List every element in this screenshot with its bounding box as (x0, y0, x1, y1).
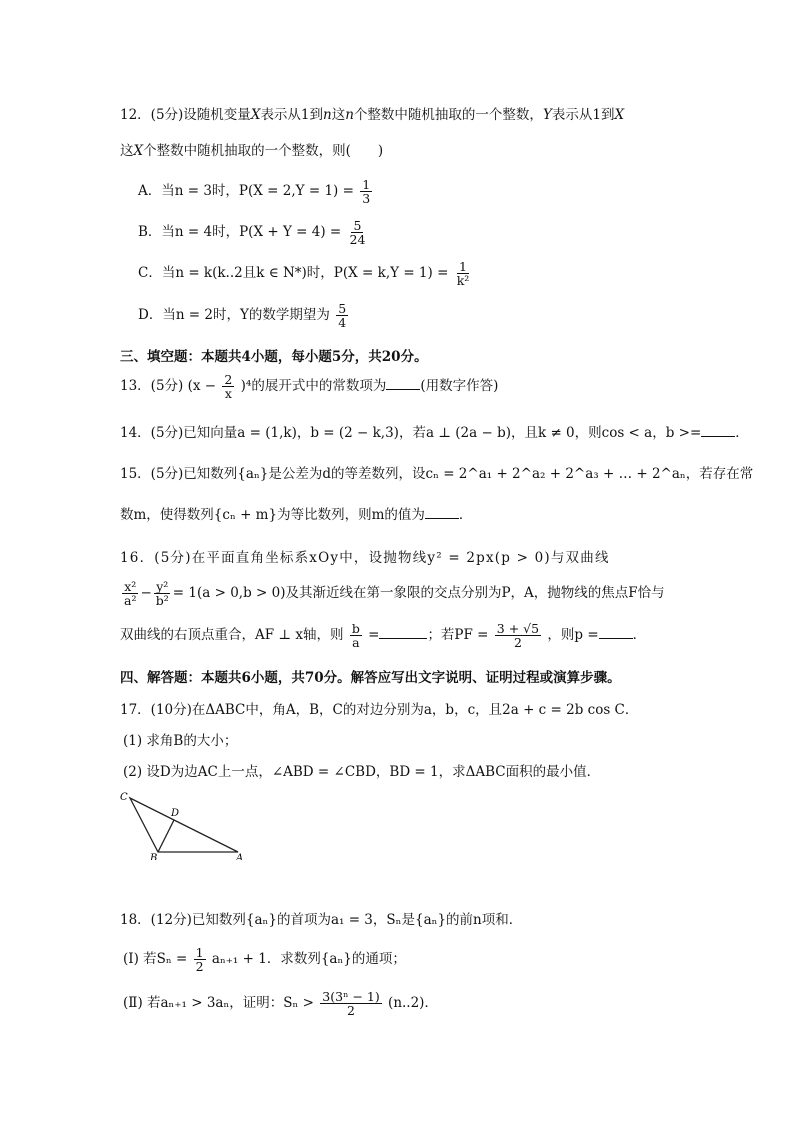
numerator: 1 (459, 259, 467, 274)
q15-end: ． (458, 507, 473, 523)
denominator: 2 (195, 959, 204, 975)
label-b: B (150, 853, 158, 860)
label-d: D (171, 808, 180, 819)
q16-text-c: ；若PF = (427, 627, 489, 644)
q18-part1-text-a: (Ⅰ) 若Sₙ = (123, 951, 188, 968)
q16-line3 (120, 622, 646, 649)
answer-blank (386, 377, 420, 390)
q12-option-c (138, 260, 473, 287)
answer-blank (701, 424, 735, 437)
q12-option-d-text: D．当n = 2时，Y的数学期望为 (138, 307, 330, 324)
q16-end: ． (632, 627, 647, 644)
q12-text-f: 这 (120, 143, 134, 159)
numerator: 1 (362, 177, 371, 192)
label-c: C (120, 792, 128, 803)
numerator: 1 (195, 945, 204, 960)
numerator: b (351, 621, 360, 636)
q12-text-d: 个整数中随机抽取的一个整数， (353, 107, 543, 123)
q12-line1: 12．(5分)设随机变量X表示从1到n这n个整数中随机抽取的一个整数，Y表示从1到X (120, 107, 625, 123)
q18-part1-text-b: aₙ₊₁ + 1．求数列{aₙ}的通项； (211, 951, 406, 968)
fraction (194, 946, 206, 973)
q16-text: = 1(a > 0,b > 0)及其渐近线在第一象限的交点分别为P，A，抛物线的焦点F恰与 (172, 585, 665, 602)
denominator: a² (124, 593, 137, 609)
answer-blank (599, 626, 633, 639)
q12-option-c-text: C．当n = k(k..2且k ∈ N*)时，P(X = k,Y = 1) = (138, 265, 449, 282)
q14-text: 14．(5分)已知向量a = (1,k)，b = (2 − k,3)，若a ⊥ (2a − b)，且k ≠ 0，则cos < a，b >= (120, 425, 702, 441)
q12-text-g: 个整数中随机抽取的一个整数，则( ) (143, 143, 384, 159)
q12-option-d (138, 302, 350, 329)
fraction (154, 580, 171, 607)
fraction (350, 622, 362, 649)
numerator: 5 (338, 301, 347, 316)
q13-text: )⁴的展开式中的常数项为 (240, 378, 387, 395)
q18-part2-text-a: (Ⅱ) 若aₙ₊₁ > 3aₙ，证明：Sₙ > (123, 995, 314, 1012)
q16-line1: 16．(5分)在平面直角坐标系xOy中，设抛物线y² = 2px(p > 0)与双曲线 (120, 550, 610, 566)
q14 (120, 421, 749, 441)
q18-part1 (123, 946, 406, 973)
q13-label: 13．(5分) (120, 378, 184, 395)
denominator: 2 (347, 1003, 355, 1019)
fraction (360, 178, 372, 205)
triangle-abc (130, 798, 238, 852)
q12-text-a: 12．(5分)设随机变量 (120, 107, 251, 123)
triangle-figure (118, 790, 258, 860)
answer-blank (379, 626, 427, 639)
label-a: A (236, 853, 244, 860)
q12-text-e: 表示从1到 (551, 107, 615, 123)
denominator: a (352, 635, 360, 651)
numerator: 2 (224, 372, 233, 387)
q13-tail: (用数字作答) (420, 378, 499, 395)
q12-text-b: 表示从1到 (260, 107, 324, 123)
q16-text-d: ，则p = (547, 627, 599, 644)
fraction (320, 990, 381, 1017)
q15-line2 (120, 503, 472, 523)
q16-line2: $\frac{\text{x²}}{\text{a²}}$ − $\frac{\text{y²}}{\text{b²}}$ = 1(a > 0,b > 0)及其渐近线在第一象限的交点分别为P，A，抛物线的焦点F恰与 (124, 579, 665, 609)
q12-option-b (138, 219, 369, 246)
fraction (348, 219, 368, 246)
q12-line2: 这X个整数中随机抽取的一个整数，则( ) (120, 143, 384, 159)
fraction (455, 260, 472, 287)
q16-text-b: = (368, 627, 380, 644)
q13 (120, 373, 498, 400)
fraction (222, 373, 234, 400)
answer-blank (425, 506, 459, 519)
q14-end: ． (735, 425, 749, 441)
segment-bd (158, 820, 174, 852)
q18-line1: 18．(12分)已知数列{aₙ}的首项为a₁ = 3，Sₙ是{aₙ}的前n项和． (120, 912, 523, 928)
denominator: b² (155, 593, 169, 609)
q12-option-a-text: A．当n = 3时，P(X = 2,Y = 1) = (138, 183, 354, 200)
denominator: 3 (362, 191, 371, 207)
numerator: 3(3ⁿ − 1) (322, 989, 380, 1004)
q13-expr: (x − (187, 378, 217, 395)
denominator: 24 (349, 232, 366, 248)
q15-text: 数m，使得数列{cₙ + m}为等比数列，则m的值为 (120, 507, 425, 523)
q17-line1: 17．(10分)在ΔABC中，角A，B，C的对边分别为a，b，c，且2a + c = 2b cos C． (120, 702, 639, 718)
q16-text-a: 双曲线的右顶点重合，AF ⊥ x轴，则 (120, 627, 344, 644)
fraction (122, 580, 138, 607)
q12-option-b-text: B．当n = 4时，P(X + Y = 4) = (138, 224, 342, 241)
numerator: 3 + √5 (496, 621, 540, 636)
q12-option-a (138, 178, 374, 205)
q17-part2: (2) 设D为边AC上一点，∠ABD = ∠CBD，BD = 1，求ΔABC面积的最小值． (123, 764, 601, 780)
section-4-heading: 四、解答题：本题共6小题，共70分。解答应写出文字说明、证明过程或演算步骤。 (120, 670, 621, 686)
fraction (495, 622, 541, 649)
numerator: y² (156, 579, 169, 594)
q15-line1: 15．(5分)已知数列{aₙ}是公差为d的等差数列，设cₙ = 2^a₁ + 2^a₂ + 2^a₃ + … + 2^aₙ，若存在常 (120, 466, 754, 482)
q18-part2 (123, 990, 438, 1017)
denominator: 2 (513, 635, 522, 651)
fraction (336, 302, 348, 329)
q12-text-c: 这 (331, 107, 346, 123)
q18-part2-text-b: (n..2)． (388, 995, 438, 1012)
section-3-heading: 三、填空题：本题共4小题，每小题5分，共20分。 (120, 349, 428, 365)
denominator: k² (456, 273, 470, 289)
numerator: 5 (353, 218, 362, 233)
numerator: x² (124, 579, 137, 594)
denominator: x (224, 386, 232, 402)
denominator: 4 (338, 315, 347, 331)
q17-part1: (1) 求角B的大小； (123, 733, 238, 749)
